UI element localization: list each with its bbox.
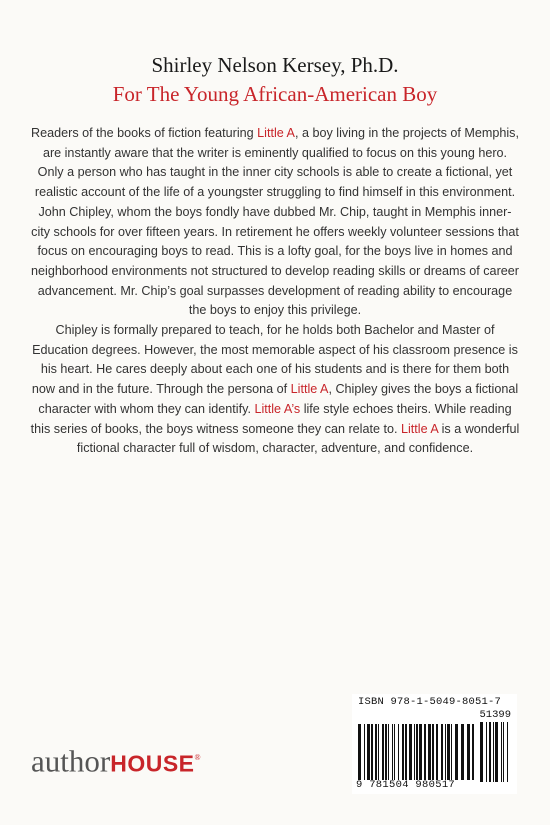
- barcode-bar: [461, 724, 464, 780]
- barcode-bar: [480, 722, 483, 782]
- blurb-text: Chipley is formally prepared to teach, for he holds both Bachelor and Master of Education degrees. However, the most memorable aspect of his classroom presence is his heart. He cares deeply about each one of his students and is there for them both now and in the future. Through the persona of: [31, 323, 518, 397]
- blurb-paragraph-4: [30, 321, 520, 459]
- barcode-bar: [405, 724, 407, 780]
- publisher-name-author: author: [31, 743, 111, 779]
- barcode-bar: [409, 724, 412, 780]
- highlight-little-a: Little A: [257, 126, 295, 140]
- barcode-bar: [495, 722, 498, 782]
- barcode-bar: [419, 724, 422, 780]
- book-subtitle: For The Young African-American Boy: [112, 82, 438, 106]
- publisher-name-house: HOUSE: [110, 750, 195, 777]
- barcode-bar: [428, 724, 431, 780]
- barcode-bar: [416, 724, 418, 780]
- blurb-text: life style echoes theirs. While reading this series of books, the boys witness someone they can relate to.: [30, 401, 512, 436]
- barcode-bar: [489, 722, 491, 782]
- barcode-bar: [486, 722, 487, 782]
- barcode-bar: [507, 722, 508, 782]
- header: [0, 52, 550, 107]
- barcode-bar: [455, 724, 458, 780]
- blurb-paragraph-2: Only a person who has taught in the inner city schools is able to create a fictional, yet realistic account of the life of a youngster struggling to find himself in this environment.: [34, 165, 516, 200]
- barcode-bar: [364, 724, 365, 780]
- barcode-bar: [503, 722, 504, 782]
- barcode-bar: [378, 724, 379, 780]
- back-cover-blurb: [30, 124, 520, 459]
- barcode-bar: [441, 724, 443, 780]
- ean-digits: 9 781504 980517: [356, 779, 456, 791]
- isbn-label: ISBN 978-1-5049-8051-7: [358, 696, 502, 708]
- barcode-bar: [467, 724, 470, 780]
- barcode-bar: [402, 724, 404, 780]
- price-code: 51399: [479, 709, 511, 721]
- blurb-text: is a wonderful fictional character full of wisdom, character, adventure, and confidence.: [76, 421, 520, 456]
- registered-mark: ®: [194, 753, 201, 762]
- barcode-bar: [424, 724, 426, 780]
- barcode-bar: [451, 724, 452, 780]
- barcode-bar: [358, 724, 361, 780]
- ean-barcode-graphic: [358, 724, 478, 780]
- barcode-bar: [501, 722, 502, 782]
- publisher-logo: [31, 740, 201, 781]
- barcode-bar: [432, 724, 434, 780]
- highlight-little-a: Little A’s: [254, 401, 301, 416]
- barcode-bar: [375, 724, 377, 780]
- barcode-bar: [367, 724, 370, 780]
- barcode-bar: [398, 724, 399, 780]
- highlight-little-a: Little A: [400, 421, 439, 436]
- barcode-bar: [371, 724, 373, 780]
- blurb-paragraph-3: John Chipley, whom the boys fondly have dubbed Mr. Chip, taught in Memphis inner-city schools for over fifteen years. In retirement he offers weekly volunteer sessions that focus on encouraging boys to read. This is a lofty goal, for the boys live in homes and neighborhood environments not structured to develop reading skills or dreams of career advancement. Mr. Chip’s goal surpasses development of reading ability to encourage the boys to enjoy this privilege.: [31, 204, 519, 318]
- highlight-little-a: Little A: [290, 382, 329, 397]
- barcode-bar: [447, 724, 450, 780]
- blurb-text: Readers of the books of fiction featuring: [31, 126, 258, 140]
- barcode-bar: [445, 724, 446, 780]
- addon-barcode-graphic: [480, 722, 512, 782]
- blurb-text: , Chipley gives the boys a fictional character with whom they can identify.: [38, 382, 519, 416]
- isbn-barcode-box: [352, 694, 517, 794]
- barcode-bar: [493, 722, 494, 782]
- blurb-text: , a boy living in the projects of Memphis, are instantly aware that the writer is eminently qualified to focus on this young hero.: [42, 126, 519, 160]
- barcode-bar: [385, 724, 387, 780]
- barcode-bar: [472, 724, 474, 780]
- barcode-bar: [388, 724, 389, 780]
- barcode-bar: [436, 724, 438, 780]
- barcode-bar: [392, 724, 393, 780]
- barcode-bar: [414, 724, 415, 780]
- blurb-paragraph-1: [30, 124, 520, 163]
- author-name: Shirley Nelson Kersey, Ph.D.: [151, 53, 399, 77]
- barcode-bar: [394, 724, 395, 780]
- barcode-bar: [382, 724, 384, 780]
